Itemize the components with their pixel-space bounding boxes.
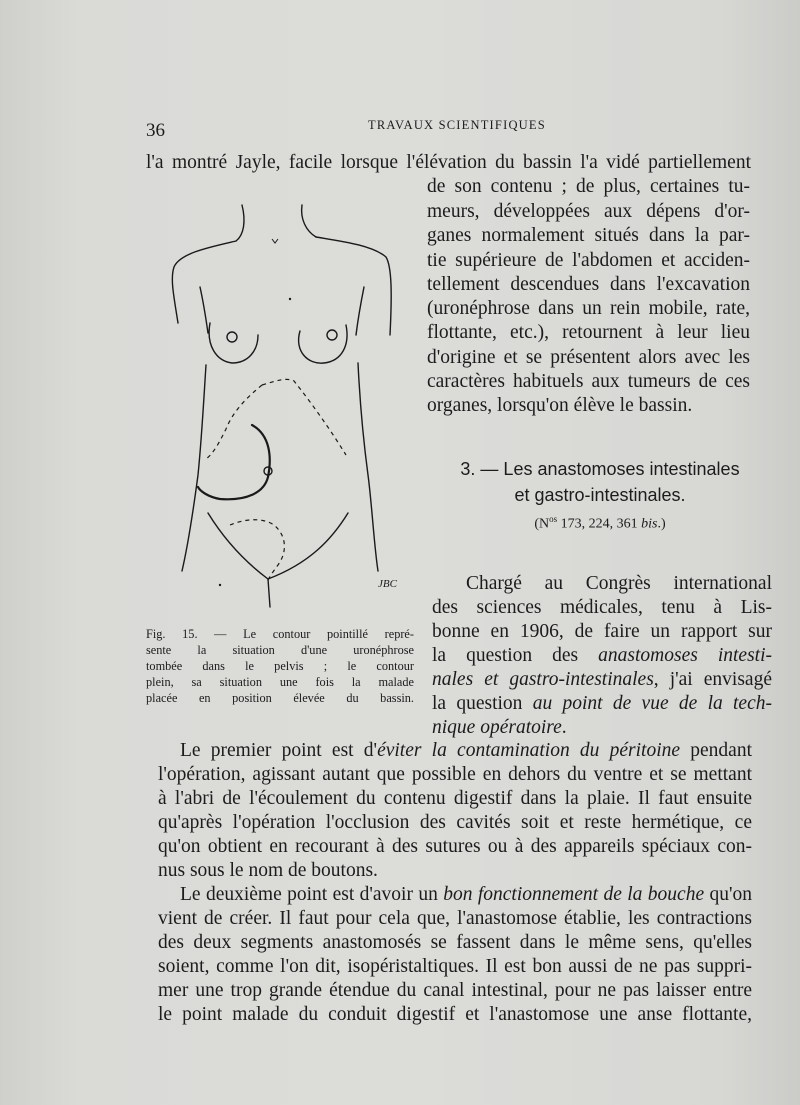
text-line: caractères habituels aux tumeurs de ces	[427, 371, 750, 392]
text-line: la question des anastomoses intesti-	[432, 645, 772, 666]
text-line: meurs, développées aux dépens d'or-	[427, 201, 750, 222]
text-line: organes, lorsqu'on élève le bassin.	[427, 395, 693, 416]
illustrator-signature: JBC	[378, 578, 397, 590]
text-line: flottante, etc.), retournent à leur lieu	[427, 322, 750, 343]
text-line: soient, comme l'on dit, isopéristaltiques. Il est bon aussi de ne pas suppri-	[158, 956, 752, 977]
torso-figure	[160, 195, 420, 615]
figure-caption-line: tombée dans le pelvis ; le contour	[146, 659, 414, 673]
text-line: l'opération, agissant autant que possible en dehors du ventre et se mettant	[158, 764, 752, 785]
text-line: le point malade du conduit digestif et l'anastomose une anse flottante,	[158, 1004, 752, 1025]
text-line: tellement descendues dans l'excavation	[427, 274, 750, 295]
text-line: la question au point de vue de la tech-	[432, 693, 772, 714]
text-line: à l'abri de l'écoulement du contenu digestif dans la plaie. Il faut ensuite	[158, 788, 752, 809]
running-title: TRAVAUX SCIENTIFIQUES	[368, 118, 546, 132]
text-line: mer une trop grande étendue du canal intestinal, pour ne pas laisser entre	[158, 980, 752, 1001]
text-line: l'a montré Jayle, facile lorsque l'élévation du bassin l'a vidé partiellement	[146, 152, 751, 173]
text-line: de son contenu ; de plus, certaines tu-	[427, 176, 750, 197]
text-line: nus sous le nom de boutons.	[158, 860, 378, 881]
text-line: qu'après l'opération l'occlusion des cavités soit et reste hermétique, ce	[158, 812, 752, 833]
section-subtitle: et gastro-intestinales.	[514, 485, 686, 505]
text-line: nales et gastro-intestinales, j'ai envisagé	[432, 669, 772, 690]
text-line: des sciences médicales, tenu à Lis-	[432, 597, 772, 618]
text-line: tie supérieure de l'abdomen et acciden-	[427, 250, 750, 271]
text-line: des deux segments anastomosés se fassent dans le même sens, qu'elles	[158, 932, 752, 953]
text-line: bonne en 1906, de faire un rapport sur	[432, 621, 772, 642]
text-line: vient de créer. Il faut pour cela que, l'anastomose établie, les contractions	[158, 908, 752, 929]
figure-caption-line: Fig. 15. — Le contour pointillé repré-	[146, 627, 414, 641]
page-number: 36	[146, 120, 165, 141]
section-references: ($N^{os}$ 173, 224, 361 bis.)	[534, 514, 666, 532]
text-line: (uronéphrose dans un rein mobile, rate,	[427, 298, 750, 319]
figure-caption-line: plein, sa situation une fois la malade	[146, 675, 414, 689]
figure-caption-line: sente la situation d'une uronéphrose	[146, 643, 414, 657]
text-line: Chargé au Congrès international	[466, 573, 772, 594]
text-line: Le deuxième point est d'avoir un bon fonctionnement de la bouche qu'on	[180, 884, 753, 905]
text-line: ganes normalement situés dans la par-	[427, 225, 750, 246]
text-line: nique opératoire.	[432, 717, 567, 738]
section-title: 3. — Les anastomoses intestinales	[460, 459, 740, 479]
text-line: Le premier point est d'éviter la contamination du péritoine pendant	[180, 740, 753, 761]
text-line: d'origine et se présentent alors avec les	[427, 347, 750, 368]
text-line: qu'on obtient en recourant à des sutures ou à des appareils spéciaux con-	[158, 836, 752, 857]
figure-caption-line: placée en position élevée du bassin.	[146, 691, 414, 705]
